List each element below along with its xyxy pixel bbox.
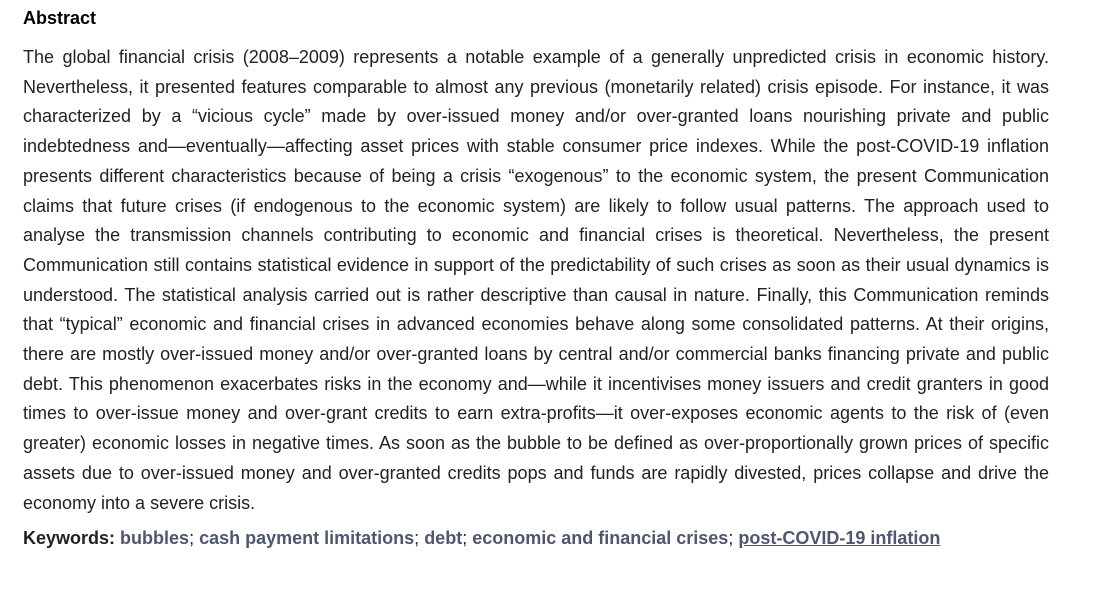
- keyword-link-economic-and-financial-crises[interactable]: economic and financial crises: [472, 528, 729, 549]
- abstract-text: The global financial crisis (2008–2009) represents a notable example of a generally unpredicted crisis in economic history. Nevertheless, it presented features comparable to almost any previous (monetarily related) crisis episode. For instance, it was characterized by a “vicious cycle” made by over-issued money and/or over-granted loans nourishing private and public indebtedness and—eventually—affecting asset prices with stable consumer price indexes. While the post-COVID-19 inflation presents different characteristics because of being a crisis “exogenous” to the economic system, the present Communication claims that future crises (if endogenous to the economic system) are likely to follow usual patterns. The approach used to analyse the transmission channels contributing to economic and financial crises is theoretical. Nevertheless, the present Communication still contains statistical evidence in support of the predictability of such crises as soon as their usual dynamics is understood. The statistical analysis carried out is rather descriptive than causal in nature. Finally, this Communication reminds that “typical” economic and financial crises in advanced economies behave along some consolidated patterns. At their origins, there are mostly over-issued money and/or over-granted loans by central and/or commercial banks financing private and public debt. This phenomenon exacerbates risks in the economy and—while it incentivises money issuers and credit granters in good times to over-issue money and over-grant credits to earn extra-profits—it over-exposes economic agents to the risk of (even greater) economic losses in negative times. As soon as the bubble to be defined as over-proportionally grown prices of specific assets due to over-issued money and over-granted credits pops and funds are rapidly divested, prices collapse and drive the economy into a severe crisis.: [23, 47, 1049, 513]
- keyword-separator: ;: [728, 528, 734, 549]
- keyword-link-cash-payment-limitations[interactable]: cash payment limitations: [199, 528, 415, 549]
- keyword-separator: ;: [462, 528, 468, 549]
- keywords-line: [23, 526, 1073, 550]
- keyword-link-post-covid-19-inflation[interactable]: post-COVID-19 inflation: [738, 528, 941, 549]
- keywords-label: Keywords:: [23, 528, 116, 549]
- keyword-separator: ;: [414, 528, 420, 549]
- keyword-separator: ;: [189, 528, 195, 549]
- keyword-link-debt[interactable]: debt: [424, 528, 463, 549]
- keyword-link-bubbles[interactable]: bubbles: [120, 528, 190, 549]
- abstract-heading: Abstract: [23, 8, 97, 28]
